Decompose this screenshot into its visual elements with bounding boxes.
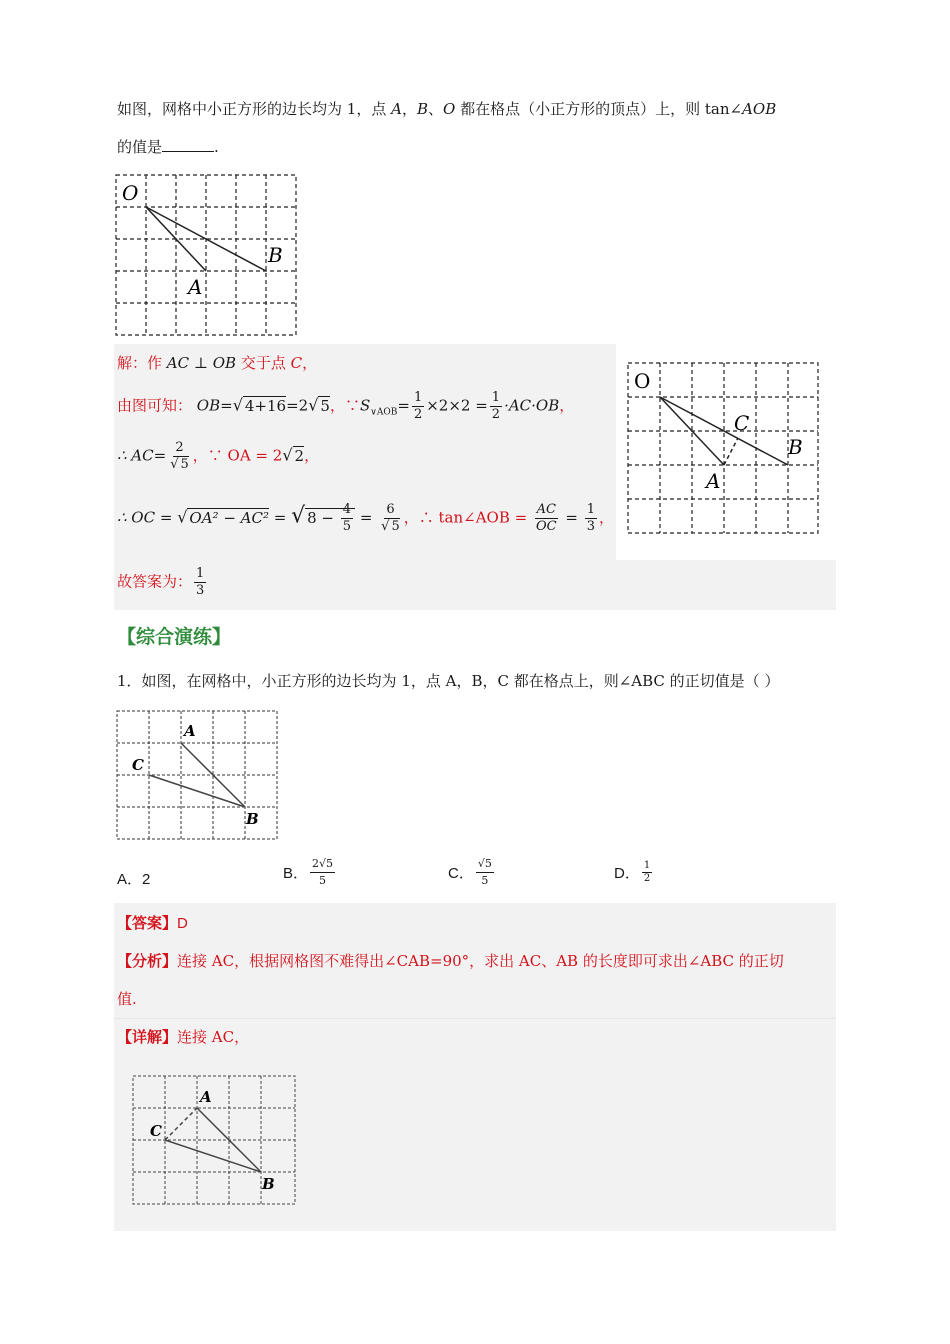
fraction: $\frac{2}{√ 5}$ bbox=[170, 440, 189, 472]
fraction: $\frac{AC}{OC}$ bbox=[535, 502, 557, 534]
fraction: $\frac{1}{2}$ bbox=[413, 390, 423, 422]
label-a: A bbox=[200, 1088, 212, 1106]
segment-ac-dashed bbox=[724, 438, 738, 465]
label-b: B bbox=[246, 810, 259, 828]
question-1-text: 1．如图，在网格中，小正方形的边长均为 1，点 A，B，C 都在格点上，则∠ABC 的正切值是（ ） bbox=[117, 672, 780, 690]
label-o: O bbox=[634, 369, 651, 393]
section-title: 【综合演练】 bbox=[117, 626, 232, 648]
fraction: $\frac{1}{2}$ bbox=[491, 390, 501, 422]
label-a: A bbox=[184, 722, 196, 740]
solution-line-4: ∴ OC = √ OA² − AC² = √ 8 − $\frac{4}{5}$ = $\frac{6}{√ 5}$ ，∴ tan∠AOB = $\frac{AC}{OC}$ = $\frac{1}{3}$ ， bbox=[117, 502, 614, 534]
analysis-line-1: 【分析】连接 AC，根据网格图不难得出∠CAB=90°，求出 AC、AB 的长度即可求出∠ABC 的正切 bbox=[117, 952, 784, 970]
label-b: B bbox=[788, 435, 803, 459]
grid-figure-solution bbox=[620, 358, 825, 538]
label-o: O bbox=[122, 181, 139, 205]
label-a: A bbox=[706, 469, 721, 493]
problem-line-1: 如图，网格中小正方形的边长均为 1，点 A，B、O 都在格点（小正方形的顶点）上，则 tan∠AOB bbox=[117, 100, 777, 118]
solution-line-1: 解：作 AC ⊥ OB 交于点 C， bbox=[117, 354, 318, 372]
option-a[interactable]: A．2 bbox=[117, 871, 151, 888]
analysis-line-2: 值. bbox=[117, 990, 137, 1008]
answer-line: 【答案】D bbox=[117, 914, 188, 932]
fraction: $\frac{2√5}{5}$ bbox=[312, 857, 334, 887]
fraction: $\frac{4}{5}$ bbox=[342, 502, 352, 534]
solution-line-2: 由图可知： OB=√ 4+16=2√ 5，$\because S_{\vee AOB}=$ $\frac{1}{2}$ ×2×2 = $\frac{1}{2}$ ·AC·OB， bbox=[117, 390, 575, 422]
segment-ac-dashed bbox=[165, 1108, 197, 1140]
fraction: $\frac{1}{3}$ bbox=[196, 566, 205, 598]
detail-line: 【详解】连接 AC， bbox=[117, 1028, 250, 1046]
solution-line-3: ∴ AC= $\frac{2}{√ 5}$ ，∵ OA = 2√ 2， bbox=[117, 440, 320, 472]
label-a: A bbox=[188, 275, 203, 299]
solution-shade-lower bbox=[114, 560, 836, 610]
label-c: C bbox=[132, 756, 144, 774]
grid-figure-q1 bbox=[112, 706, 282, 842]
grid-figure-detail bbox=[128, 1070, 300, 1210]
solution-answer: 故答案为： $\frac{1}{3}$ bbox=[117, 566, 205, 598]
segment-cb bbox=[149, 775, 245, 807]
option-d[interactable]: D． $\frac{1}{2}$ bbox=[614, 860, 651, 884]
label-c: C bbox=[734, 411, 750, 435]
option-b[interactable]: B． $\frac{2√5}{5}$ bbox=[283, 857, 334, 887]
answer-blank bbox=[162, 137, 214, 152]
segment-cb bbox=[165, 1140, 261, 1172]
option-c[interactable]: C． $\frac{√5}{5}$ bbox=[448, 857, 492, 887]
fraction: $\frac{√5}{5}$ bbox=[477, 857, 492, 887]
fraction: $\frac{6}{√ 5}$ bbox=[381, 502, 400, 534]
label-c: C bbox=[150, 1122, 162, 1140]
grid-figure-1 bbox=[110, 170, 310, 340]
problem-line-2: 的值是 . bbox=[117, 138, 219, 156]
fraction: $\frac{1}{2}$ bbox=[643, 860, 651, 884]
fraction: $\frac{1}{3}$ bbox=[586, 502, 595, 534]
label-b: B bbox=[268, 243, 283, 267]
label-b: B bbox=[262, 1175, 275, 1193]
